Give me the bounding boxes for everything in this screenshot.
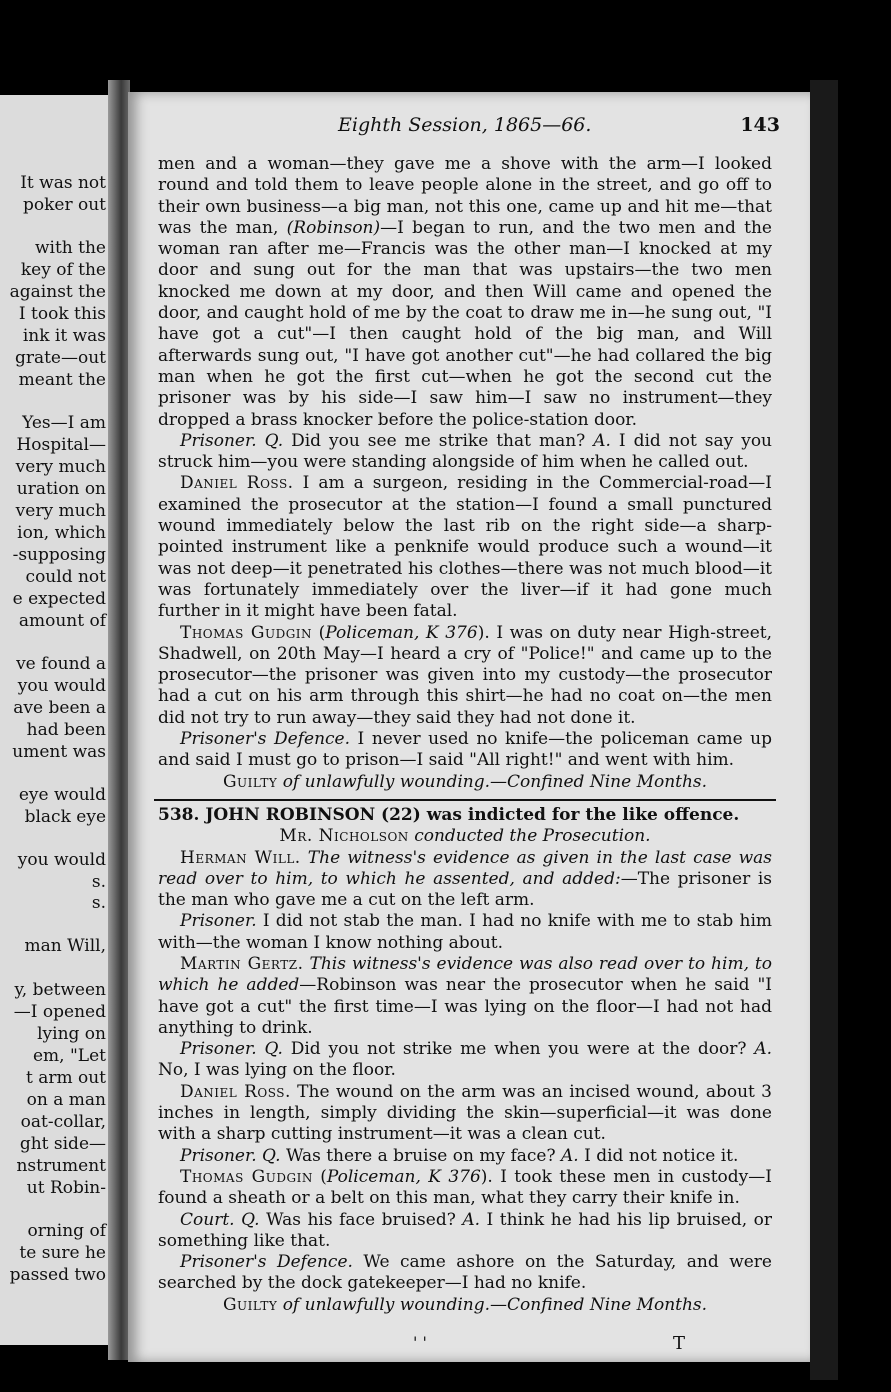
testimony-paragraph xyxy=(158,1252,772,1295)
text-run: I did not stab the man. I had no knife with me to stab him with—the woman I know nothing about. xyxy=(158,911,772,953)
left-page-text-fragment: on a man xyxy=(26,1090,106,1110)
left-page-text-fragment: Hospital— xyxy=(16,435,106,455)
testimony-paragraph xyxy=(158,1146,772,1167)
text-run: Prisoner's Defence. xyxy=(180,1252,353,1273)
text-run: Policeman, K 376 xyxy=(325,622,478,643)
text-run: Prisoner. xyxy=(180,1039,257,1060)
text-run: The witness's evidence as given in the last case was read over to him, to which he assented, and added: xyxy=(158,847,772,889)
left-page-text-fragment: key of the xyxy=(20,260,106,280)
running-header xyxy=(128,114,810,142)
text-run: This witness's evidence was also read over to him, to which he added xyxy=(158,953,772,996)
text-run: —Robinson was near the prosecutor when he said "I have got a cut" the first time—I was lying on the floor—I had not had anything to drink. xyxy=(158,975,772,1038)
text-run: A. xyxy=(462,1209,481,1230)
text-run: A. xyxy=(754,1039,772,1060)
session-title: Eighth Session, 1865—66. xyxy=(338,114,592,136)
text-run: men and a woman—they gave me a shove with the arm—I looked round and told them to leave people alone in the street, and go off to their own business—a big man, not this one, came up and hit me—that was the man, xyxy=(158,154,772,238)
left-page-text-fragment: y, between xyxy=(14,980,106,1000)
text-run: I did not say you struck him—you were standing alongside of him when he called out. xyxy=(158,430,773,473)
left-page-text-fragment: oat-collar, xyxy=(20,1112,106,1132)
testimony-paragraph xyxy=(158,911,772,954)
testimony-paragraph xyxy=(158,623,772,729)
text-run xyxy=(257,431,265,451)
text-run xyxy=(301,848,308,868)
text-run: —I began to run, and the two men and the woman ran after me—Francis was the other man—I knocked at my door and sung out for the man that was upstairs—the two men knocked me down at my door, and then Will came and opened the door, and caught hold of me by the coat to draw me in—he sung out, "I have got a cut"—I then caught hold of the big man, and Will afterwards sung out, "I have got another cut"—he had collared the big man when he got the first cut—when he got the second cut the prisoner was by his side—I saw him—I saw no instrument—they dropped a brass knocker before the police-station door. xyxy=(158,217,772,430)
left-page-text-fragment: orning of xyxy=(27,1221,106,1241)
signature-mark: T xyxy=(673,1333,686,1354)
left-page-text-fragment: I took this xyxy=(18,304,106,324)
text-run: A. xyxy=(593,430,611,451)
case-heading xyxy=(158,805,772,826)
text-run: Prisoner. xyxy=(180,430,257,451)
left-page-text-fragment: could not xyxy=(25,567,106,587)
text-run: Mr. Nicholson xyxy=(279,826,409,847)
text-run: I am a surgeon, residing in the Commercial-road—I examined the prosecutor at the station—I found a small punctured wound immediately below the last rib on the right side—a sharp-pointed instrument like a penknife would produce such a wound—it was not deep—it penetrated his clothes—there was not much blood—it was fortunately immediately over the liver—if it had gone much further in it might have been fatal. xyxy=(158,473,772,622)
left-page-text-fragment: black eye xyxy=(24,807,106,827)
left-page-text-fragment: you would xyxy=(17,850,106,870)
page-number: 143 xyxy=(740,114,780,136)
left-page-text-fragment: ve found a xyxy=(16,654,106,674)
text-run: of unlawfully wounding.—Confined Nine Months. xyxy=(277,1294,708,1315)
left-page-text-fragment: ave been a xyxy=(13,698,106,718)
text-run: Was there a bruise on my face? xyxy=(280,1145,562,1166)
text-run: Prisoner. xyxy=(180,1145,257,1166)
text-run: Daniel Ross. xyxy=(180,473,294,494)
left-page-text-fragment: meant the xyxy=(18,370,106,390)
text-run: Policeman, K 376 xyxy=(326,1166,481,1187)
text-run: ). I was on duty near High-street, Shadwell, on 20th May—I heard a cry of "Police!" and came up to the prosecutor—the prisoner was given into my custody—the prosecutor had a cut on his arm through this shirt—he had no coat on—the men did not try to run away—they said they had not done it. xyxy=(158,622,772,728)
left-page-text-fragment: ut Robin- xyxy=(26,1178,106,1198)
text-run: Q. xyxy=(264,430,284,451)
testimony-paragraph xyxy=(158,154,772,431)
text-run: The wound on the arm was an incised wound, about 3 inches in length, simply dividing the skin—superficial—it was done with a sharp cutting instrument—it was a clean cut. xyxy=(158,1081,772,1145)
left-page-text-fragment: ument was xyxy=(12,742,106,762)
text-run: We came ashore on the Saturday, and were searched by the dock gatekeeper—I had no knife. xyxy=(158,1252,772,1294)
text-run: (Robinson) xyxy=(286,217,381,238)
left-page-text-fragment: very much xyxy=(15,501,106,521)
text-run: Daniel Ross. xyxy=(180,1081,291,1102)
left-page-text-fragment: poker out xyxy=(22,195,106,215)
text-run: Court. xyxy=(180,1209,235,1230)
testimony-paragraph xyxy=(158,1082,772,1146)
footer-marks: ' ' xyxy=(413,1333,427,1352)
book-gutter xyxy=(108,80,130,1360)
verdict-line xyxy=(158,1295,772,1316)
text-run: Did you not strike me when you were at the door? xyxy=(282,1039,755,1060)
left-page-text-fragment: s. xyxy=(91,893,106,913)
left-page-text-fragment: man Will, xyxy=(24,936,106,956)
left-page-fragment xyxy=(0,95,110,1345)
left-page-text-fragment: e expected xyxy=(12,589,106,609)
text-run: Q. xyxy=(262,1145,281,1166)
text-run: ). I took these men in custody—I found a sheath or a belt on this man, what they carry their knife in. xyxy=(158,1166,772,1209)
text-run: Martin Gertz. xyxy=(180,953,304,974)
text-run: A. xyxy=(561,1145,579,1166)
left-page-text-fragment: with the xyxy=(34,238,106,258)
book-page xyxy=(128,92,810,1362)
text-run: Was his face bruised? xyxy=(259,1209,463,1230)
left-page-text-fragment: t arm out xyxy=(25,1068,106,1088)
text-run: of unlawfully wounding.—Confined Nine Months. xyxy=(277,771,708,792)
left-page-text-fragment: grate—out xyxy=(14,348,106,368)
text-run: —The prisoner is the man who gave me a cut on the left arm. xyxy=(158,868,772,911)
text-run: Q. xyxy=(264,1039,283,1060)
left-page-text-fragment: very much xyxy=(15,457,106,477)
left-page-text-fragment: passed two xyxy=(9,1265,106,1285)
left-page-text-fragment: nstrument xyxy=(16,1156,106,1176)
left-page-text-fragment: —I opened xyxy=(13,1002,106,1022)
testimony-paragraph xyxy=(158,1210,772,1253)
text-run: 538. JOHN ROBINSON (22) was indicted for the like offence. xyxy=(158,804,740,825)
text-run: Thomas Gudgin xyxy=(180,622,313,643)
text-run: I did not notice it. xyxy=(578,1145,739,1166)
left-page-text-fragment: amount of xyxy=(18,611,106,631)
text-run: Herman Will. xyxy=(180,847,301,868)
testimony-paragraph xyxy=(158,1039,772,1082)
text-run: I think he had his lip bruised, or something like that. xyxy=(158,1209,772,1251)
left-page-text-fragment: had been xyxy=(26,720,106,740)
testimony-paragraph xyxy=(158,473,772,622)
text-run: ( xyxy=(312,1166,327,1187)
testimony-paragraph xyxy=(158,954,772,1039)
verdict-line xyxy=(158,772,772,793)
left-page-text-fragment: you would xyxy=(17,676,106,696)
page-body xyxy=(158,154,772,1316)
left-page-text-fragment: te sure he xyxy=(19,1243,106,1263)
left-page-text-fragment: against the xyxy=(9,282,106,302)
testimony-paragraph xyxy=(158,729,772,772)
text-run: conducted the Prosecution. xyxy=(408,826,651,847)
text-run: Prisoner's Defence. xyxy=(180,729,351,750)
testimony-paragraph xyxy=(158,431,772,474)
left-page-text-fragment: eye would xyxy=(18,785,106,805)
text-run: Q. xyxy=(241,1209,260,1230)
left-page-text-fragment: em, "Let xyxy=(33,1046,106,1066)
left-page-text-fragment: uration on xyxy=(16,479,106,499)
left-page-text-fragment: lying on xyxy=(37,1024,106,1044)
left-page-text-fragment: It was not xyxy=(20,173,106,193)
text-run: No, I was lying on the floor. xyxy=(158,1060,396,1081)
left-page-text-fragment: ght side— xyxy=(19,1134,106,1154)
section-divider xyxy=(154,799,776,801)
text-run: ( xyxy=(312,622,326,643)
page-edge xyxy=(810,80,838,1380)
testimony-paragraph xyxy=(158,1167,772,1210)
verdict-line xyxy=(158,826,772,847)
left-page-text-fragment: ion, which xyxy=(17,523,106,543)
left-page-text-fragment: Yes—I am xyxy=(22,413,106,433)
left-page-text-fragment: -supposing xyxy=(12,545,106,565)
text-run: Thomas Gudgin xyxy=(180,1166,313,1187)
text-run: Did you see me strike that man? xyxy=(283,430,594,451)
text-run: I never used no knife—the policeman came up and said I must go to prison—I said "All right!" and went with him. xyxy=(158,729,772,771)
left-page-text-fragment: ink it was xyxy=(22,326,106,346)
text-run: Guilty xyxy=(222,771,278,792)
text-run: Guilty xyxy=(222,1294,278,1315)
left-page-text-fragment: s. xyxy=(91,872,106,892)
text-run: Prisoner. xyxy=(180,911,257,932)
testimony-paragraph xyxy=(158,848,772,912)
